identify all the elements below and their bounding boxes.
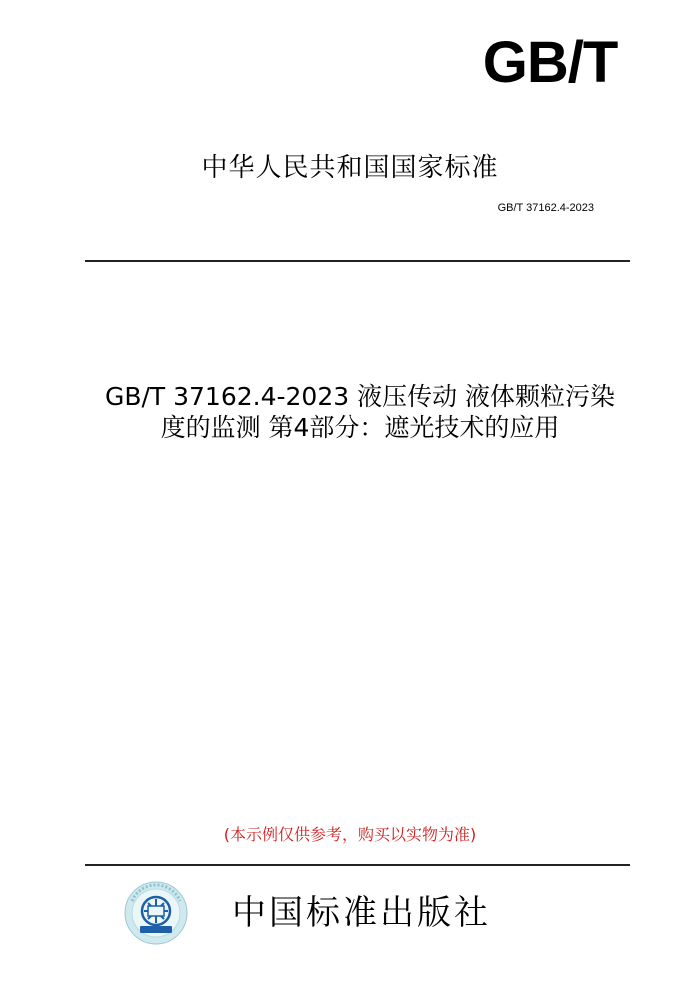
gbt-logo: GB/T (482, 30, 618, 95)
bottom-divider (85, 864, 630, 866)
document-title-line-2: 度的监测 第4部分：遮光技术的应用 (160, 413, 560, 442)
document-title-line-1: GB/T 37162.4-2023 液压传动 液体颗粒污染 (104, 382, 616, 411)
sample-disclaimer: (本示例仅供参考，购买以实物为准) (223, 825, 477, 844)
top-divider (85, 260, 630, 262)
standard-type-heading: 中华人民共和国国家标准 (201, 153, 499, 183)
publisher-seal-icon (124, 881, 188, 945)
document-title (40, 381, 680, 443)
publisher-name: 中国标准出版社 (232, 893, 491, 933)
standard-code: GB/T 37162.4-2023 (497, 202, 594, 214)
